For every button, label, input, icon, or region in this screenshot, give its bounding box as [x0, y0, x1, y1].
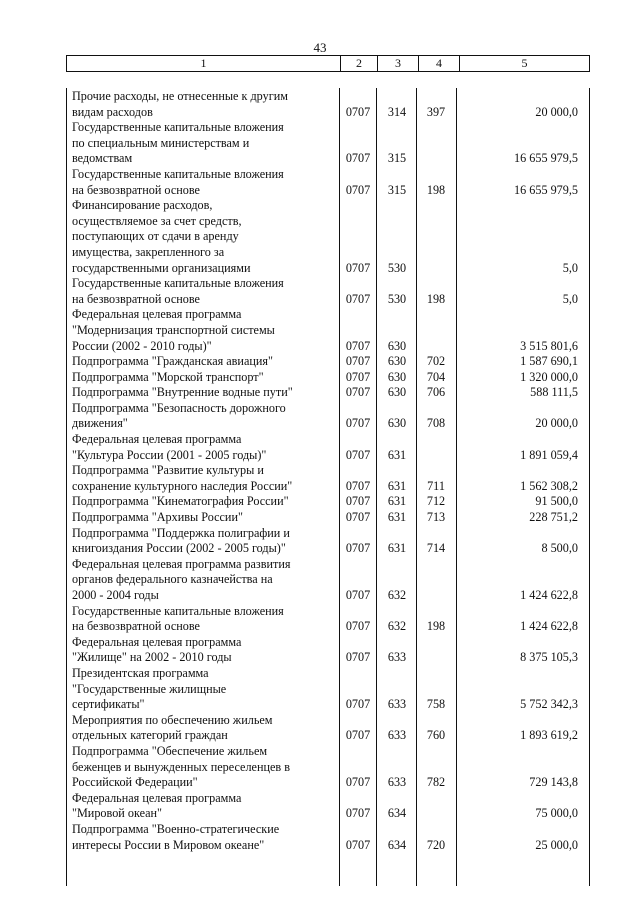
row-description	[66, 666, 338, 713]
description-line: на безвозвратной основе	[72, 291, 200, 306]
header-col-3: 3	[377, 56, 418, 71]
target-item-code: 198	[426, 291, 446, 306]
table-header	[66, 55, 590, 72]
target-item-code: 198	[426, 619, 446, 634]
target-item-code: 708	[426, 416, 446, 431]
row-description	[66, 791, 338, 822]
section-code: 0707	[345, 260, 371, 275]
table-row	[66, 604, 588, 635]
description-line: Подпрограмма "Гражданская авиация"	[72, 354, 273, 369]
header-col-4: 4	[418, 56, 459, 71]
amount: 91 500,0	[535, 494, 578, 509]
description-line: Федеральная целевая программа	[72, 790, 242, 805]
description-line: Федеральная целевая программа	[72, 634, 242, 649]
description-line: России (2002 - 2010 годы)"	[72, 338, 212, 353]
section-code: 0707	[345, 588, 371, 602]
subsection-code: 631	[387, 541, 407, 556]
row-description	[66, 432, 338, 463]
row-description	[66, 822, 338, 853]
section-code: 0707	[345, 837, 371, 852]
amount: 588 111,5	[530, 385, 578, 400]
description-line: Подпрограмма "Поддержка полиграфии и	[72, 525, 290, 540]
description-line: "Жилище" на 2002 - 2010 годы	[72, 650, 232, 665]
section-code: 0707	[345, 338, 371, 353]
section-code: 0707	[345, 541, 371, 556]
table-row	[66, 666, 588, 713]
table-row	[66, 354, 588, 370]
subsection-code: 631	[387, 494, 407, 509]
subsection-code: 314	[387, 104, 407, 119]
subsection-code: 633	[387, 697, 407, 712]
table-row	[66, 307, 588, 354]
header-col-5: 5	[459, 56, 589, 71]
row-description	[66, 89, 338, 120]
section-code: 0707	[345, 369, 371, 384]
description-line: Государственные капитальные вложения	[72, 120, 284, 135]
subsection-code: 630	[387, 354, 407, 369]
amount: 1 424 622,8	[520, 588, 578, 602]
amount: 20 000,0	[535, 104, 578, 119]
header-col-2: 2	[340, 56, 377, 71]
description-line: "Государственные жилищные	[72, 681, 227, 696]
subsection-code: 315	[387, 182, 407, 197]
row-description	[66, 494, 338, 510]
target-item-code: 758	[426, 697, 446, 712]
row-description	[66, 307, 338, 354]
subsection-code: 633	[387, 650, 407, 665]
description-line: по специальным министерствам и	[72, 135, 250, 150]
table-row	[66, 791, 588, 822]
section-code: 0707	[345, 478, 371, 493]
subsection-code: 530	[387, 291, 407, 306]
amount: 729 143,8	[529, 775, 578, 790]
subsection-code: 315	[387, 151, 407, 166]
section-code: 0707	[345, 510, 371, 525]
section-code: 0707	[345, 385, 371, 400]
subsection-code: 630	[387, 416, 407, 431]
target-item-code: 702	[426, 354, 446, 369]
target-item-code: 198	[426, 182, 446, 197]
table-row	[66, 635, 588, 666]
section-code: 0707	[345, 182, 371, 197]
row-description	[66, 510, 338, 526]
table-row	[66, 167, 588, 198]
table-body	[66, 89, 588, 853]
amount: 75 000,0	[535, 806, 578, 821]
row-description	[66, 635, 338, 666]
page-number: 43	[313, 40, 327, 55]
amount: 228 751,2	[529, 510, 578, 525]
amount: 8 375 105,3	[520, 650, 578, 665]
description-line: имущества, закрепленного за	[72, 244, 225, 259]
header-col-1: 1	[200, 56, 207, 70]
description-line: Подпрограмма "Архивы России"	[72, 510, 243, 525]
target-item-code: 714	[426, 541, 446, 556]
row-description	[66, 354, 338, 370]
table-row	[66, 822, 588, 853]
section-code: 0707	[345, 104, 371, 119]
subsection-code: 632	[387, 619, 407, 634]
section-code: 0707	[345, 728, 371, 743]
row-description	[66, 276, 338, 307]
table-row	[66, 401, 588, 432]
row-description	[66, 198, 338, 276]
section-code: 0707	[345, 291, 371, 306]
subsection-code: 630	[387, 369, 407, 384]
table-row	[66, 463, 588, 494]
subsection-code: 631	[387, 478, 407, 493]
description-line: органов федерального казначейства на	[72, 572, 273, 587]
subsection-code: 634	[387, 806, 407, 821]
description-line: Подпрограмма "Морской транспорт"	[72, 369, 264, 384]
table-row	[66, 510, 588, 526]
target-item-code: 711	[427, 478, 445, 493]
description-line: Финансирование расходов,	[72, 198, 213, 213]
description-line: Федеральная целевая программа	[72, 432, 242, 447]
description-line: поступающих от сдачи в аренду	[72, 229, 239, 244]
section-code: 0707	[345, 447, 371, 462]
description-line: ведомствам	[72, 151, 133, 166]
amount: 1 891 059,4	[520, 447, 578, 462]
table-row	[66, 432, 588, 463]
amount: 5 752 342,3	[520, 697, 578, 712]
target-item-code: 706	[426, 385, 446, 400]
target-item-code: 397	[426, 104, 446, 119]
row-description	[66, 713, 338, 744]
section-code: 0707	[345, 494, 371, 509]
table-row	[66, 370, 588, 386]
amount: 1 424 622,8	[520, 619, 578, 634]
target-item-code: 712	[426, 494, 446, 509]
description-line: "Культура России (2001 - 2005 годы)"	[72, 447, 267, 462]
description-line: Российской Федерации"	[72, 775, 198, 790]
section-code: 0707	[345, 151, 371, 166]
amount: 5,0	[562, 291, 578, 306]
description-line: Прочие расходы, не отнесенные к другим	[72, 89, 288, 103]
subsection-code: 632	[387, 588, 407, 602]
description-line: движения"	[72, 416, 128, 431]
table-row	[66, 557, 588, 604]
table-row	[66, 385, 588, 401]
target-item-code: 713	[426, 510, 446, 525]
target-item-code: 704	[426, 369, 446, 384]
description-line: Мероприятия по обеспечению жильем	[72, 712, 273, 727]
section-code: 0707	[345, 650, 371, 665]
row-description	[66, 744, 338, 791]
description-line: государственными организациями	[72, 260, 251, 275]
description-line: 2000 - 2004 годы	[72, 588, 159, 602]
subsection-code: 530	[387, 260, 407, 275]
amount: 25 000,0	[535, 837, 578, 852]
table-row	[66, 120, 588, 167]
amount: 8 500,0	[541, 541, 578, 556]
target-item-code: 720	[426, 837, 446, 852]
row-description	[66, 385, 338, 401]
subsection-code: 633	[387, 775, 407, 790]
description-line: "Мировой океан"	[72, 806, 163, 821]
table-row	[66, 494, 588, 510]
row-description	[66, 370, 338, 386]
amount: 1 587 690,1	[520, 354, 578, 369]
row-description	[66, 463, 338, 494]
description-line: Государственные капитальные вложения	[72, 166, 284, 181]
description-line: книгоиздания России (2002 - 2005 годы)"	[72, 541, 286, 556]
section-code: 0707	[345, 775, 371, 790]
amount: 1 320 000,0	[520, 369, 578, 384]
description-line: Государственные капитальные вложения	[72, 603, 284, 618]
subsection-code: 631	[387, 447, 407, 462]
amount: 20 000,0	[535, 416, 578, 431]
amount: 16 655 979,5	[514, 151, 578, 166]
description-line: Подпрограмма "Развитие культуры и	[72, 463, 264, 478]
description-line: Подпрограмма "Кинематография России"	[72, 494, 289, 509]
row-description	[66, 604, 338, 635]
row-description	[66, 557, 338, 604]
row-description	[66, 526, 338, 557]
description-line: на безвозвратной основе	[72, 182, 200, 197]
description-line: осуществляемое за счет средств,	[72, 213, 242, 228]
description-line: отдельных категорий граждан	[72, 728, 228, 743]
description-line: Государственные капитальные вложения	[72, 276, 284, 291]
description-line: Подпрограмма "Военно-стратегические	[72, 821, 280, 836]
subsection-code: 633	[387, 728, 407, 743]
section-code: 0707	[345, 697, 371, 712]
subsection-code: 631	[387, 510, 407, 525]
description-line: беженцев и вынужденных переселенцев в	[72, 759, 290, 774]
section-code: 0707	[345, 619, 371, 634]
section-code: 0707	[345, 806, 371, 821]
subsection-code: 634	[387, 837, 407, 852]
row-description	[66, 401, 338, 432]
subsection-code: 630	[387, 338, 407, 353]
amount: 16 655 979,5	[514, 182, 578, 197]
table-row	[66, 89, 588, 120]
amount: 5,0	[562, 260, 578, 275]
subsection-code: 630	[387, 385, 407, 400]
amount: 3 515 801,6	[520, 338, 578, 353]
amount: 1 562 308,2	[520, 478, 578, 493]
description-line: сохранение культурного наследия России"	[72, 478, 293, 493]
target-item-code: 760	[426, 728, 446, 743]
description-line: Подпрограмма "Внутренние водные пути"	[72, 385, 293, 400]
description-line: Федеральная целевая программа развития	[72, 556, 291, 571]
description-line: Подпрограмма "Обеспечение жильем	[72, 743, 268, 758]
description-line: сертификаты"	[72, 697, 145, 712]
description-line: на безвозвратной основе	[72, 619, 200, 634]
row-description	[66, 120, 338, 167]
table-row	[66, 276, 588, 307]
description-line: видам расходов	[72, 104, 153, 119]
table-row	[66, 713, 588, 744]
description-line: Подпрограмма "Безопасность дорожного	[72, 400, 286, 415]
table-row	[66, 198, 588, 276]
table-row	[66, 744, 588, 791]
description-line: Президентская программа	[72, 665, 209, 680]
table-row	[66, 526, 588, 557]
section-code: 0707	[345, 354, 371, 369]
target-item-code: 782	[426, 775, 446, 790]
amount: 1 893 619,2	[520, 728, 578, 743]
section-code: 0707	[345, 416, 371, 431]
description-line: Федеральная целевая программа	[72, 307, 242, 322]
description-line: "Модернизация транспортной системы	[72, 322, 275, 337]
row-description	[66, 167, 338, 198]
description-line: интересы России в Мировом океане"	[72, 837, 265, 852]
